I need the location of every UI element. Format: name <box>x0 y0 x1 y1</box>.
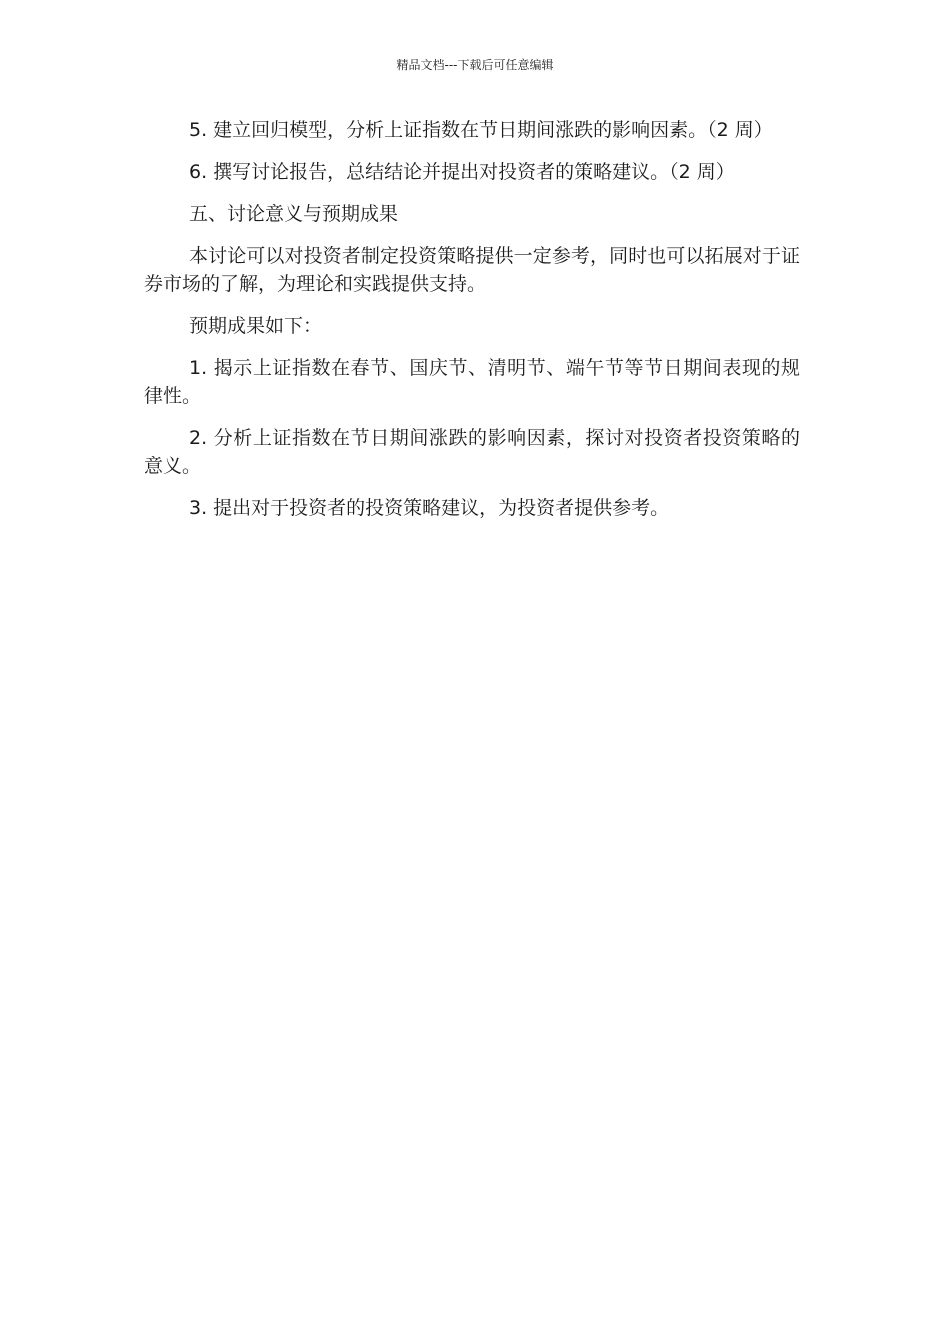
result-2-paragraph: 2. 分析上证指数在节日期间涨跌的影响因素，探讨对投资者投资策略的意义。 <box>144 427 800 477</box>
step-5-paragraph: 5. 建立回归模型，分析上证指数在节日期间涨跌的影响因素。（2 周） <box>189 119 773 141</box>
result-1-paragraph: 1. 揭示上证指数在春节、国庆节、清明节、端午节等节日期间表现的规律性。 <box>144 357 800 407</box>
section-heading: 五、讨论意义与预期成果 <box>189 203 399 225</box>
significance-paragraph: 本讨论可以对投资者制定投资策略提供一定参考，同时也可以拓展对于证券市场的了解，为理论和实践提供支持。 <box>144 245 800 295</box>
step-6-paragraph: 6. 撰写讨论报告，总结结论并提出对投资者的策略建议。（2 周） <box>189 161 735 183</box>
document-body <box>144 116 800 536</box>
page-header: 精品文档---下载后可任意编辑 <box>396 58 554 72</box>
expected-results-intro: 预期成果如下： <box>189 315 323 337</box>
result-3-paragraph: 3. 提出对于投资者的投资策略建议，为投资者提供参考。 <box>189 497 670 519</box>
